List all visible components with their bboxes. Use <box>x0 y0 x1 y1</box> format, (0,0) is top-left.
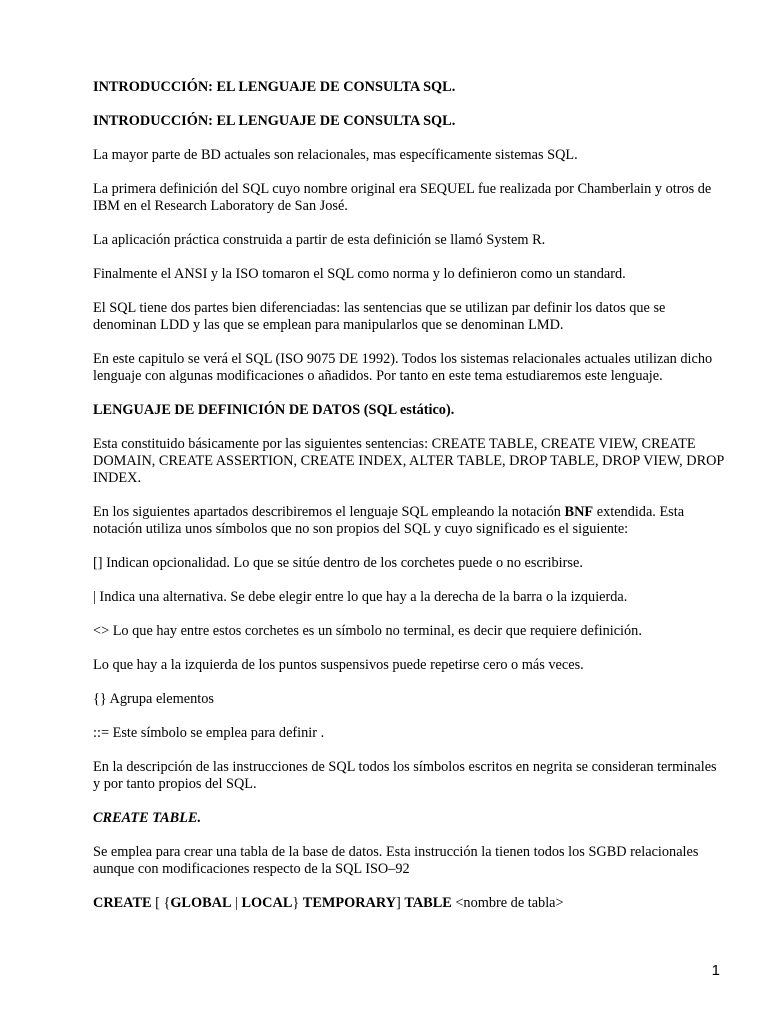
syntax-nonterminal: <nombre de tabla> <box>451 895 564 911</box>
section-heading-create-table: CREATE TABLE. <box>93 810 202 826</box>
syntax-symbol: | <box>231 895 242 911</box>
keyword-global: GLOBAL <box>170 895 232 911</box>
keyword-table: TABLE <box>404 895 452 911</box>
paragraph: Esta constituido básicamente por las siguientes sentencias: CREATE TABLE, CREATE VIEW, CREATE DOMAIN, CREATE ASSERTION, CREATE INDEX, ALTER TABLE, DROP TABLE, DROP VIEW, DROP INDEX. <box>93 436 724 486</box>
syntax-symbol: [ { <box>151 895 171 911</box>
notation-item-braces: {} Agrupa elementos <box>93 691 214 707</box>
page-number: 1 <box>711 962 720 979</box>
document-body <box>93 79 725 929</box>
notation-item-angle: <> Lo que hay entre estos corchetes es un símbolo no terminal, es decir que requiere definición. <box>93 623 642 639</box>
notation-item-pipe: | Indica una alternativa. Se debe elegir entre lo que hay a la derecha de la barra o la izquierda. <box>93 589 628 605</box>
paragraph: La mayor parte de BD actuales son relacionales, mas específicamente sistemas SQL. <box>93 147 578 163</box>
keyword-temporary: TEMPORARY <box>302 895 397 911</box>
paragraph: La primera definición del SQL cuyo nombre original era SEQUEL fue realizada por Chamberlain y otros de IBM en el Research Laboratory de San José. <box>93 181 712 214</box>
notation-item-define: ::= Este símbolo se emplea para definir . <box>93 725 325 741</box>
bnf-term: BNF <box>564 504 594 520</box>
text-run: En los siguientes apartados describiremos el lenguaje SQL empleando la notación <box>93 504 565 520</box>
paragraph: La aplicación práctica construida a partir de esta definición se llamó System R. <box>93 232 546 248</box>
text-run: extendida. Esta notación utiliza unos símbolos que no son propios del SQL y cuyo significado es el siguiente: <box>93 504 685 537</box>
paragraph: En la descripción de las instrucciones de SQL todos los símbolos escritos en negrita se consideran terminales y por tanto propios del SQL. <box>93 759 717 792</box>
notation-item-ellipsis: Lo que hay a la izquierda de los puntos suspensivos puede repetirse cero o más veces. <box>93 657 584 673</box>
paragraph: En este capitulo se verá el SQL (ISO 9075 DE 1992). Todos los sistemas relacionales actuales utilizan dicho lenguaje con algunas modificaciones o añadidos. Por tanto en este tema estudiaremos este lenguaje. <box>93 351 713 384</box>
paragraph: El SQL tiene dos partes bien diferenciadas: las sentencias que se utilizan par definir los datos que se denominan LDD y las que se emplean para manipularlos que se denominan LMD. <box>93 300 666 333</box>
paragraph: Finalmente el ANSI y la ISO tomaron el SQL como norma y lo definieron como un standard. <box>93 266 626 282</box>
paragraph-bnf <box>93 504 725 538</box>
section-heading-intro-repeat: INTRODUCCIÓN: EL LENGUAJE DE CONSULTA SQL. <box>93 113 456 129</box>
keyword-create: CREATE <box>93 895 152 911</box>
keyword-local: LOCAL <box>241 895 293 911</box>
paragraph: Se emplea para crear una tabla de la base de datos. Esta instrucción la tienen todos los SGBD relacionales aunque con modificaciones respecto de la SQL ISO–92 <box>93 844 699 877</box>
syntax-symbol: ] <box>396 895 405 911</box>
syntax-symbol: } <box>292 895 303 911</box>
section-heading-ldd: LENGUAJE DE DEFINICIÓN DE DATOS (SQL estático). <box>93 402 455 418</box>
section-heading-intro: INTRODUCCIÓN: EL LENGUAJE DE CONSULTA SQL. <box>93 79 456 95</box>
syntax-line <box>93 895 725 912</box>
notation-item-brackets: [] Indican opcionalidad. Lo que se sitúe dentro de los corchetes puede o no escribirse. <box>93 555 583 571</box>
